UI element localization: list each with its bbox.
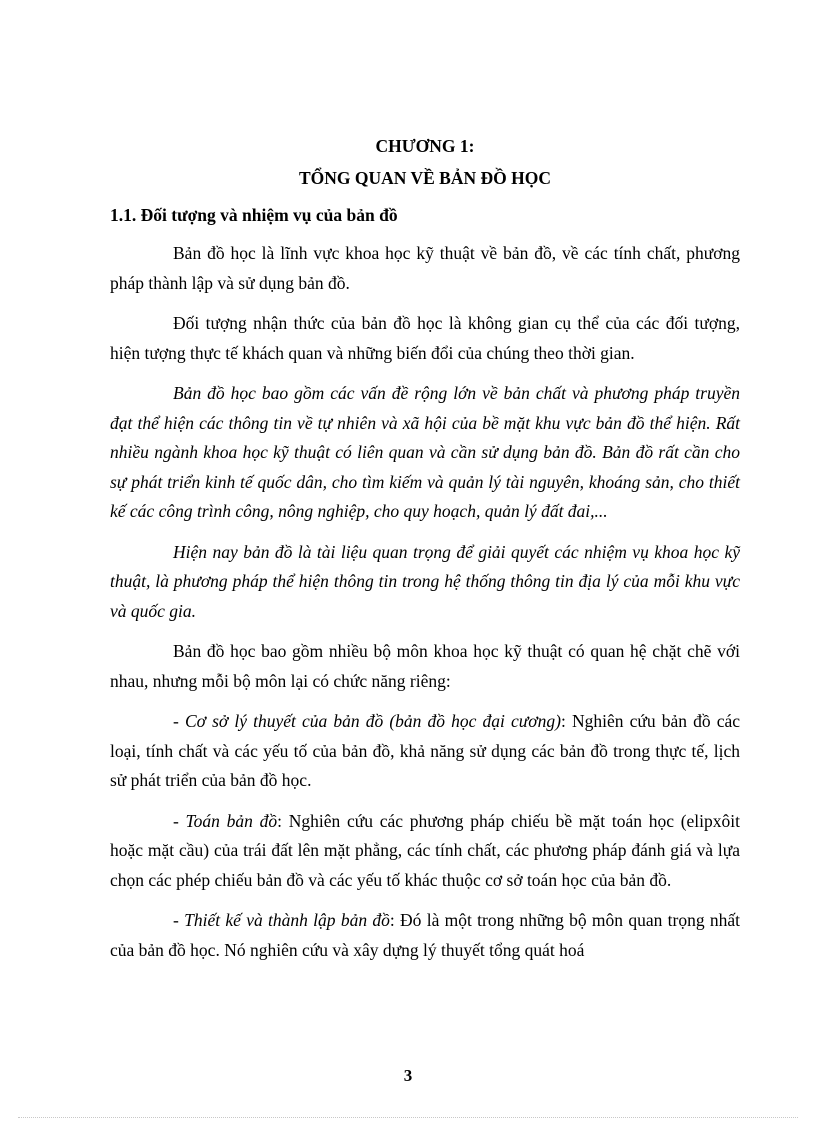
term-math-cartography: - Toán bản đồ (173, 810, 278, 831)
chapter-label: CHƯƠNG 1: (375, 136, 475, 156)
section-heading: 1.1. Đối tượng và nhiệm vụ của bản đồ (110, 205, 398, 225)
term-theory: - Cơ sở lý thuyết của bản đồ (bản đồ học đại cương) (173, 711, 561, 731)
chapter-title: TỔNG QUAN VỀ BẢN ĐỒ HỌC (299, 168, 551, 188)
paragraph-map-design (110, 906, 740, 965)
text-theory: : Nghiên cứu bản đồ các loại, tính chất và các yếu tố của bản đồ, khả năng sử dụng các bản đồ trong thực tế, lịch sử phát triển của bản đồ học. (110, 711, 740, 790)
paragraph-definition: Bản đồ học là lĩnh vực khoa học kỹ thuật về bản đồ, về các tính chất, phương pháp thành lập và sử dụng bản đồ. (110, 243, 740, 293)
page-content (110, 130, 740, 976)
paragraph-theory (110, 707, 740, 796)
text-math-cartography: : Nghiên cứu các phương pháp chiếu bề mặt toán học (elipxôit hoặc mặt cầu) của trái đất lên mặt phẳng, các tính chất, các phương pháp đánh giá và lựa chọn các phép chiếu bản đồ và các yếu tố khác thuộc cơ sở toán học của bản đồ. (110, 810, 740, 890)
paragraph-disciplines: Bản đồ học bao gồm nhiều bộ môn khoa học kỹ thuật có quan hệ chặt chẽ với nhau, nhưng mỗi bộ môn lại có chức năng riêng: (110, 641, 740, 691)
paragraph-object: Đối tượng nhận thức của bản đồ học là không gian cụ thể của các đối tượng, hiện tượng thực tế khách quan và những biến đổi của chúng theo thời gian. (110, 313, 740, 363)
paragraph-importance: Hiện nay bản đồ là tài liệu quan trọng để giải quyết các nhiệm vụ khoa học kỹ thuật, là phương pháp thể hiện thông tin trong hệ thống thông tin địa lý của mỗi khu vực và quốc gia. (110, 541, 740, 621)
page-number: 3 (403, 1066, 413, 1085)
page-bottom-border (18, 1117, 798, 1118)
text-map-design: : Đó là một trong những bộ môn quan trọng nhất của bản đồ học. Nó nghiên cứu và xây dựng lý thuyết tổng quát hoá (110, 910, 741, 960)
paragraph-scope: Bản đồ học bao gồm các vấn đề rộng lớn về bản chất và phương pháp truyền đạt thể hiện các thông tin về tự nhiên và xã hội của bề mặt khu vực bản đồ thể hiện. Rất nhiều ngành khoa học kỹ thuật có liên quan và cần sử dụng bản đồ. Bản đồ rất cần cho sự phát triển kinh tế quốc dân, cho tìm kiếm và quản lý tài nguyên, khoáng sản, cho thiết kế các công trình công, nông nghiệp, cho quy hoạch, quản lý đất đai,... (110, 383, 740, 521)
term-map-design: - Thiết kế và thành lập bản đồ (173, 910, 390, 930)
paragraph-math-cartography (110, 807, 740, 896)
